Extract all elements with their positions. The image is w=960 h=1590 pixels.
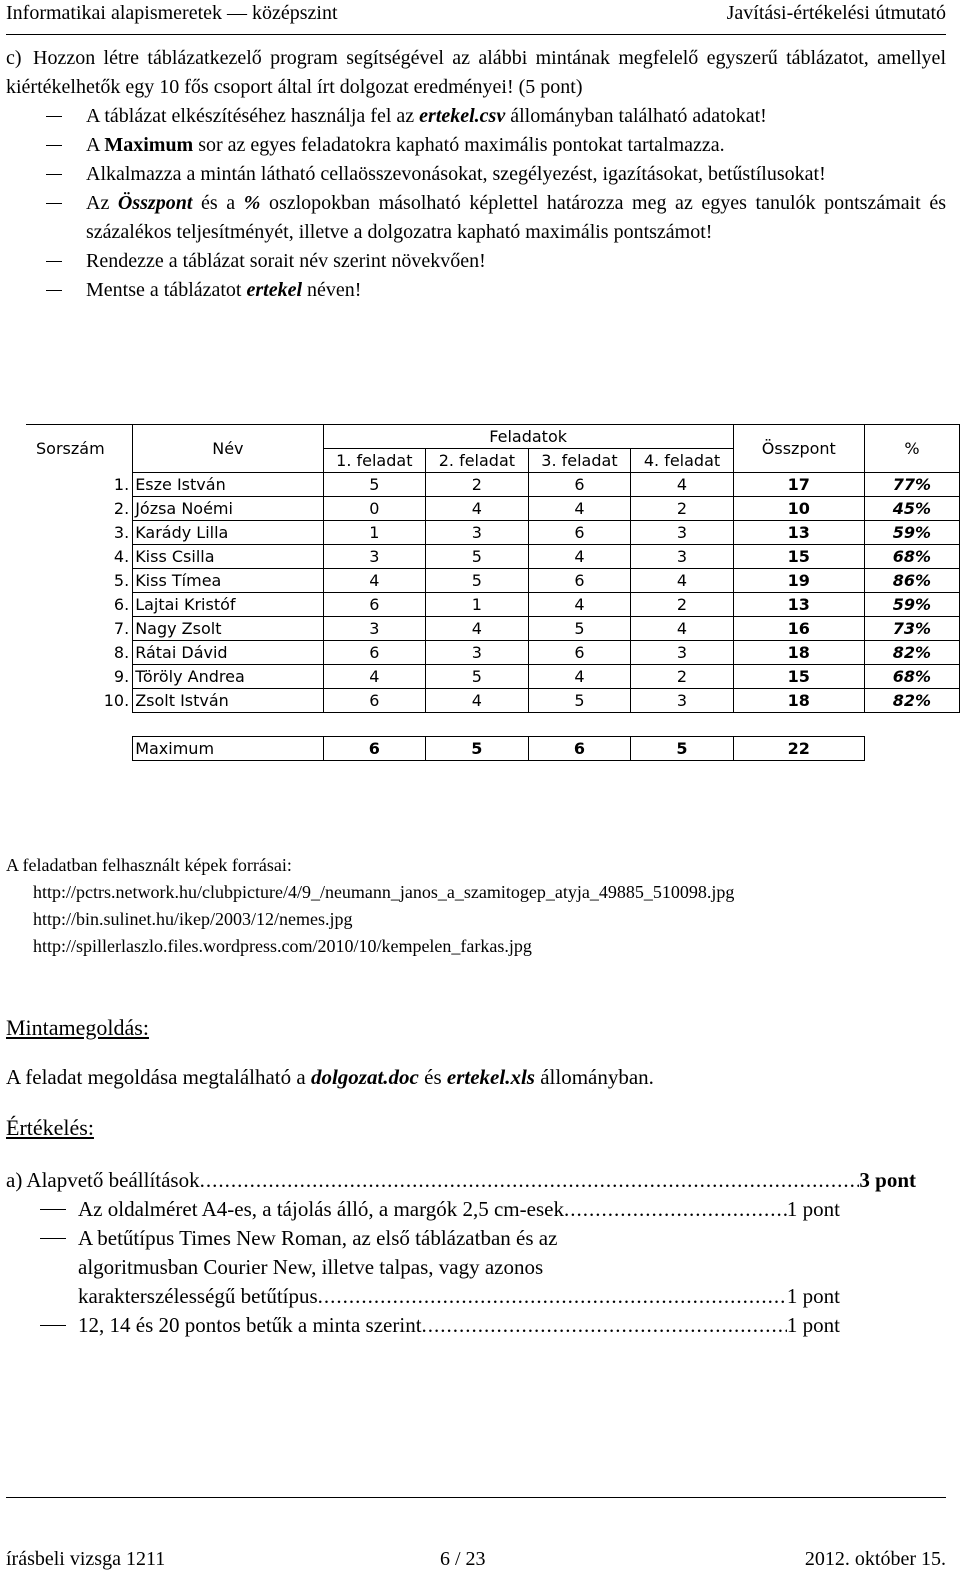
cell-sorszam: 9. <box>113 667 130 686</box>
evaluation-heading: Értékelés: <box>6 1115 94 1140</box>
footer-exam: írásbeli vizsga 1211 <box>6 1548 166 1570</box>
header-f3: 3. feladat <box>528 449 631 473</box>
cell-percent: 68% <box>864 545 959 569</box>
cell-osszpont: 13 <box>733 593 864 617</box>
header-feladatok: Feladatok <box>323 425 733 449</box>
cell-name: Kiss Csilla <box>133 545 323 569</box>
cell-score-f1: 3 <box>323 545 426 569</box>
cell-sorszam: 5. <box>113 571 130 590</box>
evaluation-list <box>6 1166 916 1340</box>
eval-item-a: a) Alapvető beállítások ..... 3 pont <box>6 1166 916 1195</box>
points-sub-3: 1 pont <box>786 1313 840 1337</box>
table-row <box>26 545 960 569</box>
cell-score-f2: 4 <box>426 689 529 713</box>
cell-name: Lajtai Kristóf <box>133 593 323 617</box>
cell-osszpont: 13 <box>733 521 864 545</box>
cell-name: Kiss Tímea <box>133 569 323 593</box>
cell-osszpont: 15 <box>733 665 864 689</box>
task-bullet-2: A Maximum sor az egyes feladatokra kapható maximális pontokat tartalmazza. <box>6 131 946 160</box>
cell-score-f2: 3 <box>426 641 529 665</box>
cell-score-f3: 6 <box>528 569 631 593</box>
cell-score-f1: 4 <box>323 665 426 689</box>
cell-score-f2: 4 <box>426 617 529 641</box>
table-row <box>26 641 960 665</box>
sources-title: A feladatban felhasznált képek forrásai: <box>6 855 292 875</box>
cell-name: Nagy Zsolt <box>133 617 323 641</box>
cell-sorszam: 4. <box>113 547 130 566</box>
header-sorszam: Sorszám <box>26 425 133 473</box>
header-osszpont: Összpont <box>733 425 864 473</box>
maximum-row <box>26 737 960 761</box>
cell-score-f2: 5 <box>426 569 529 593</box>
table-row <box>26 569 960 593</box>
task-bullet-4: Az Összpont és a % oszlopokban másolható képlettel határozza meg az egyes tanulók pontszámait és százalékos teljesítményét, illetve a dolgozatra kapható maximális pontszámot! <box>6 189 946 247</box>
cell-osszpont: 16 <box>733 617 864 641</box>
cell-score-f4: 3 <box>631 545 734 569</box>
file-name-csv: ertekel.csv <box>419 105 506 127</box>
cell-score-f3: 5 <box>528 617 631 641</box>
eval-subitem-2: A betűtípus Times New Roman, az első táblázatban és az algoritmusban Courier New, illetve talpas, vagy azonos karakterszélességű betűtípus ..... 1 pont <box>6 1224 840 1311</box>
source-url-2: http://bin.sulinet.hu/ikep/2003/12/nemes.jpg <box>33 909 353 929</box>
points-sub-1: 1 pont <box>786 1197 840 1221</box>
cell-percent: 77% <box>864 473 959 497</box>
cell-score-f1: 6 <box>323 641 426 665</box>
cell-score-f1: 1 <box>323 521 426 545</box>
cell-score-f2: 5 <box>426 665 529 689</box>
cell-max-f2: 5 <box>426 737 529 761</box>
cell-score-f3: 4 <box>528 665 631 689</box>
page-header <box>6 0 946 35</box>
cell-name: Töröly Andrea <box>133 665 323 689</box>
task-c <box>6 44 946 305</box>
footer-date: 2012. október 15. <box>804 1548 946 1570</box>
source-url-1: http://pctrs.network.hu/clubpicture/4/9_/neumann_janos_a_szamitogep_atyja_49885_510098.jpg <box>33 882 735 902</box>
cell-max-label: Maximum <box>133 737 323 761</box>
cell-osszpont: 18 <box>733 689 864 713</box>
cell-sorszam: 3. <box>113 523 130 542</box>
table-row <box>26 689 960 713</box>
cell-percent: 82% <box>864 641 959 665</box>
cell-max-f4: 5 <box>631 737 734 761</box>
header-f4: 4. feladat <box>631 449 734 473</box>
table-row <box>26 521 960 545</box>
cell-score-f3: 4 <box>528 497 631 521</box>
solution-heading: Mintamegoldás: <box>6 1015 149 1040</box>
cell-name: Józsa Noémi <box>133 497 323 521</box>
cell-percent: 45% <box>864 497 959 521</box>
cell-sorszam: 1. <box>113 475 130 494</box>
cell-score-f1: 0 <box>323 497 426 521</box>
cell-score-f4: 2 <box>631 593 734 617</box>
cell-score-f2: 4 <box>426 497 529 521</box>
cell-score-f1: 5 <box>323 473 426 497</box>
table-row <box>26 593 960 617</box>
header-f1: 1. feladat <box>323 449 426 473</box>
table-row <box>26 665 960 689</box>
cell-score-f3: 6 <box>528 473 631 497</box>
table-row <box>26 473 960 497</box>
points-sub-2: 1 pont <box>786 1284 840 1308</box>
header-guide-title: Javítási-értékelési útmutató <box>726 2 946 24</box>
cell-percent: 73% <box>864 617 959 641</box>
cell-osszpont: 18 <box>733 641 864 665</box>
cell-score-f4: 4 <box>631 569 734 593</box>
cell-score-f4: 4 <box>631 473 734 497</box>
cell-name: Rátai Dávid <box>133 641 323 665</box>
task-bullet-3: Alkalmazza a mintán látható cellaösszevonásokat, szegélyezést, igazításokat, betűstílusokat! <box>6 160 946 189</box>
header-percent: % <box>864 425 959 473</box>
source-url-3: http://spillerlaszlo.files.wordpress.com/2010/10/kempelen_farkas.jpg <box>33 936 532 956</box>
header-subject: Informatikai alapismeretek — középszint <box>6 2 338 24</box>
file-name-xls: ertekel.xls <box>446 1065 535 1089</box>
header-f2: 2. feladat <box>426 449 529 473</box>
cell-score-f3: 6 <box>528 641 631 665</box>
cell-percent: 82% <box>864 689 959 713</box>
cell-osszpont: 15 <box>733 545 864 569</box>
eval-subitem-3: 12, 14 és 20 pontos betűk a minta szerint ..... 1 pont <box>6 1311 840 1340</box>
cell-max-osszpont: 22 <box>733 737 864 761</box>
cell-sorszam: 2. <box>113 499 130 518</box>
cell-score-f1: 6 <box>323 689 426 713</box>
cell-score-f1: 4 <box>323 569 426 593</box>
eval-subitem-1: Az oldalméret A4-es, a tájolás álló, a margók 2,5 cm-esek ..... 1 pont <box>6 1195 840 1224</box>
cell-name: Karády Lilla <box>133 521 323 545</box>
cell-score-f4: 2 <box>631 665 734 689</box>
cell-score-f4: 3 <box>631 641 734 665</box>
cell-score-f4: 3 <box>631 521 734 545</box>
cell-score-f4: 4 <box>631 617 734 641</box>
cell-osszpont: 17 <box>733 473 864 497</box>
cell-score-f1: 6 <box>323 593 426 617</box>
footer-page-number: 6 / 23 <box>440 1548 486 1570</box>
task-bullet-1: A táblázat elkészítéséhez használja fel az ertekel.csv állományban található adatokat! <box>6 102 946 131</box>
sample-spreadsheet <box>26 424 960 761</box>
page-footer <box>6 1497 946 1590</box>
cell-max-f3: 6 <box>528 737 631 761</box>
cell-sorszam: 6. <box>113 595 130 614</box>
cell-score-f3: 5 <box>528 689 631 713</box>
cell-score-f4: 3 <box>631 689 734 713</box>
image-sources <box>6 852 734 960</box>
cell-score-f3: 4 <box>528 545 631 569</box>
cell-osszpont: 10 <box>733 497 864 521</box>
cell-score-f4: 2 <box>631 497 734 521</box>
task-bullet-6: Mentse a táblázatot ertekel néven! <box>6 276 946 305</box>
cell-percent: 59% <box>864 521 959 545</box>
cell-score-f3: 6 <box>528 521 631 545</box>
cell-percent: 86% <box>864 569 959 593</box>
cell-max-f1: 6 <box>323 737 426 761</box>
cell-sorszam: 8. <box>113 643 130 662</box>
table-gap <box>26 713 960 737</box>
cell-sorszam: 10. <box>103 691 130 710</box>
table-row <box>26 617 960 641</box>
cell-score-f3: 4 <box>528 593 631 617</box>
cell-name: Esze István <box>133 473 323 497</box>
cell-score-f1: 3 <box>323 617 426 641</box>
table-row <box>26 497 960 521</box>
header-nev: Név <box>133 425 323 473</box>
task-bullet-5: Rendezze a táblázat sorait név szerint növekvően! <box>6 247 946 276</box>
cell-score-f2: 2 <box>426 473 529 497</box>
cell-name: Zsolt István <box>133 689 323 713</box>
cell-osszpont: 19 <box>733 569 864 593</box>
task-c-label: c) <box>6 47 22 69</box>
points-a: 3 pont <box>859 1168 916 1192</box>
cell-score-f2: 3 <box>426 521 529 545</box>
cell-percent: 59% <box>864 593 959 617</box>
task-c-intro <box>6 44 946 102</box>
cell-score-f2: 5 <box>426 545 529 569</box>
cell-sorszam: 7. <box>113 619 130 638</box>
cell-percent: 68% <box>864 665 959 689</box>
cell-score-f2: 1 <box>426 593 529 617</box>
task-c-intro-text: Hozzon létre táblázatkezelő program segítségével az alábbi mintának megfelelő egyszerű táblázatot, amellyel kiértékelhetők egy 10 fős csoport által írt dolgozat eredményei! (5 pont) <box>6 47 946 98</box>
solution-text: A feladat megoldása megtalálható a dolgozat.doc és ertekel.xls állományban. <box>6 1065 654 1089</box>
file-name-doc: dolgozat.doc <box>310 1065 419 1089</box>
